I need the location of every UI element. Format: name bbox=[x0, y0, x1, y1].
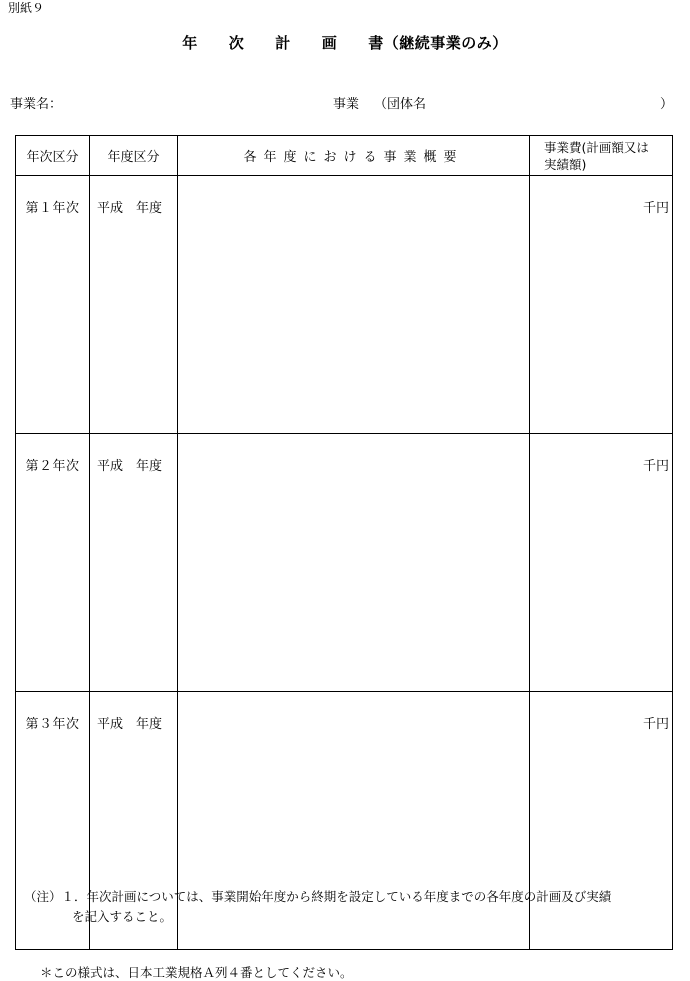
fiscal-year-cell[interactable]: 平成 年度 bbox=[90, 176, 178, 434]
note-text: （注）１．年次計画については、事業開始年度から終期を設定している年度までの各年度の計画及び実績 bbox=[24, 889, 612, 904]
header-project-cost-line1: 事業費(計画額又は bbox=[544, 139, 649, 155]
fiscal-year-cell[interactable]: 平成 年度 bbox=[90, 434, 178, 692]
note-text-continued: を記入すること。 bbox=[72, 909, 173, 924]
project-cost-cell[interactable]: 千円 bbox=[530, 692, 673, 950]
project-summary-cell[interactable] bbox=[178, 176, 530, 434]
header-project-cost bbox=[530, 136, 673, 176]
appendix-label: 別紙９ bbox=[8, 1, 45, 15]
page-title: 年 次 計 画 書（継続事業のみ） bbox=[182, 34, 508, 52]
footnote-paper-size: ＊この様式は、日本工業規格Ａ列４番としてください。 bbox=[40, 965, 353, 980]
table-header-row bbox=[16, 136, 673, 176]
project-type-label: 事業 bbox=[333, 97, 360, 112]
header-fiscal-year-category: 年度区分 bbox=[90, 136, 178, 176]
annual-plan-table bbox=[15, 135, 673, 950]
organization-name-label: （団体名 bbox=[374, 97, 427, 112]
year-cell: 第２年次 bbox=[16, 434, 90, 692]
project-summary-cell[interactable] bbox=[178, 434, 530, 692]
project-cost-cell[interactable]: 千円 bbox=[530, 434, 673, 692]
project-summary-cell[interactable] bbox=[178, 692, 530, 950]
organization-name-close: ） bbox=[660, 97, 674, 112]
table-row bbox=[16, 176, 673, 434]
header-project-summary: 各年度における事業概要 bbox=[178, 136, 530, 176]
header-year-category: 年次区分 bbox=[16, 136, 90, 176]
year-cell: 第３年次 bbox=[16, 692, 90, 950]
table-row bbox=[16, 434, 673, 692]
project-name-label: 事業名： bbox=[10, 97, 63, 112]
project-cost-cell[interactable]: 千円 bbox=[530, 176, 673, 434]
header-project-cost-line2: 実績額) bbox=[544, 156, 587, 172]
fiscal-year-cell[interactable]: 平成 年度 bbox=[90, 692, 178, 950]
year-cell: 第１年次 bbox=[16, 176, 90, 434]
